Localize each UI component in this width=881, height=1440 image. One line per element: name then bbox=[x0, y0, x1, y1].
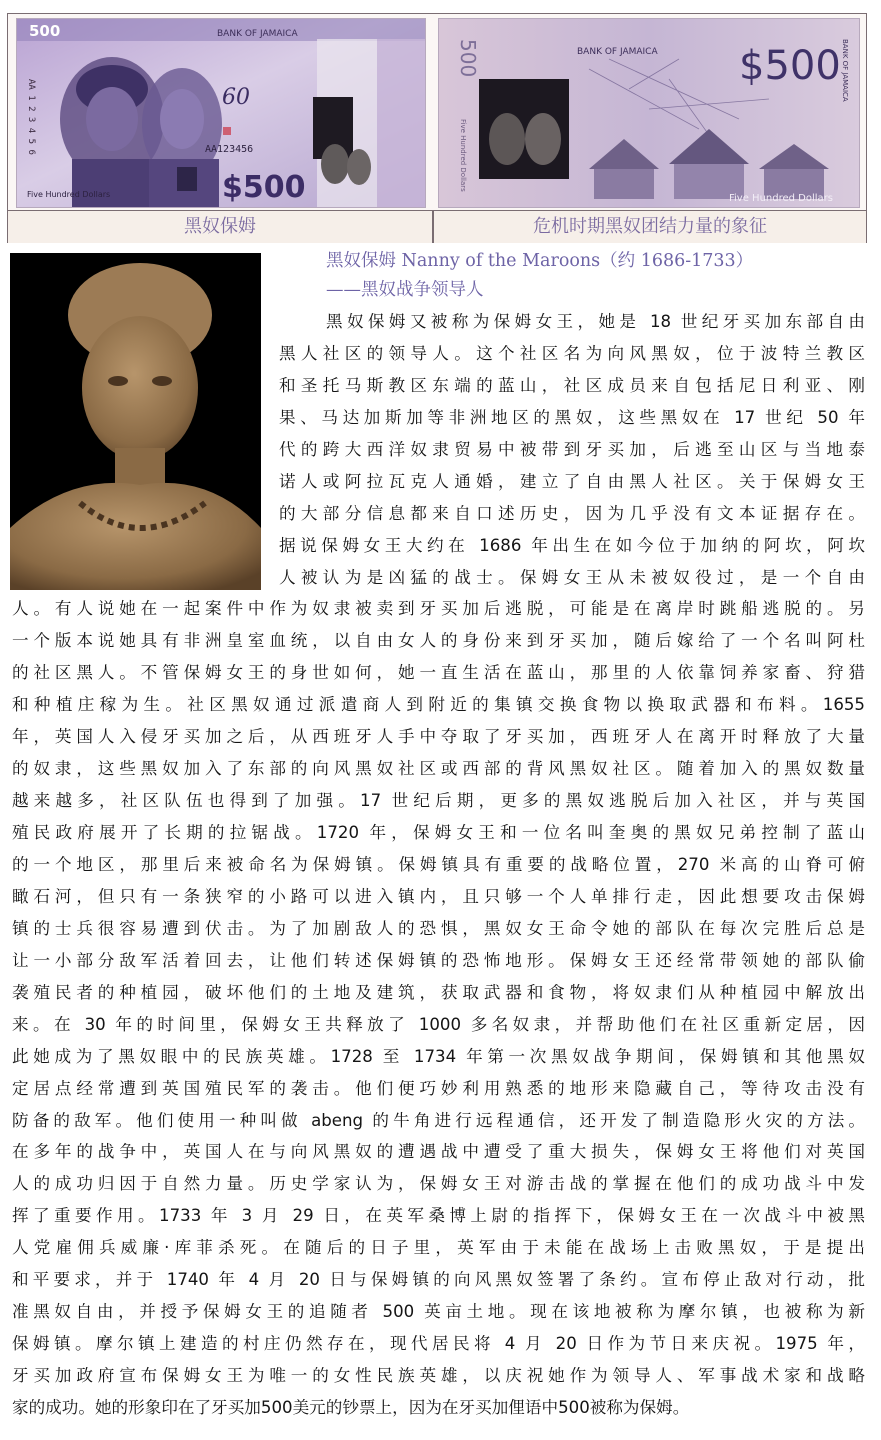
body-line: 镇的士兵很容易遭到伏击。为了加剧敌人的恐惧，黑奴女王命令她的部队在每次完胜后总是 bbox=[12, 919, 865, 938]
body-line: 防备的敌军。他们使用一种叫做 abeng 的牛角进行远程通信，还开发了制造隐形火灾的方法。 bbox=[12, 1111, 865, 1130]
back-vertical-bank: BANK OF JAMAICA bbox=[841, 39, 849, 102]
body-line: 一个版本说她具有非洲皇室血统，以自由女人的身份来到牙买加，随后嫁给了一个名叫阿杜 bbox=[12, 631, 865, 650]
body-line: 袭殖民者的种植园，破坏他们的土地及建筑，获取武器和食物，将奴隶们从种植园中解放出 bbox=[12, 983, 865, 1002]
body-line: 据说保姆女王大约在 1686 年出生在如今位于加纳的阿坎，阿坎 bbox=[279, 536, 865, 555]
body-line: 挥了重要作用。1733 年 3 月 29 日，在英军桑博上尉的指挥下，保姆女王在一次战斗中被黑 bbox=[12, 1206, 865, 1225]
body-line: 的奴隶，这些黑奴加入了东部的向风黑奴社区或西部的背风黑奴社区。随着加入的黑奴数量 bbox=[12, 759, 865, 778]
anniversary-mark: 60 bbox=[222, 85, 250, 110]
body-line: 和种植庄稼为生。社区黑奴通过派遣商人到附近的集镇交换食物以换取武器和布料。1655 bbox=[12, 695, 865, 714]
front-serial: AA123456 bbox=[205, 144, 254, 155]
body-line: 和平要求，并于 1740 年 4 月 20 日与保姆镇的向风黑奴签署了条约。宣布停止敌对行动，批 bbox=[12, 1270, 865, 1289]
body-line: 定居点经常遭到英国殖民军的袭击。他们便巧妙利用熟悉的地形来隐藏自己，等待攻击没有 bbox=[12, 1079, 865, 1098]
body-line: 人被认为是凶猛的战士。保姆女王从未被奴役过，是一个自由 bbox=[279, 568, 865, 587]
back-vertical-words: Five Hundred Dollars bbox=[459, 119, 467, 192]
body-line: 保姆镇。摩尔镇上建造的村庄仍然存在，现代居民将 4 月 20 日作为节日来庆祝。1975 年， bbox=[12, 1334, 865, 1353]
body-line: 的社区黑人。不管保姆女王的身世如何，她一直生活在蓝山，那里的人依靠饲养家畜、狩猎 bbox=[12, 663, 865, 682]
body-line: 人党雇佣兵威廉·库菲杀死。在随后的日子里，英军由于未能在战场上击败黑奴，于是提出 bbox=[12, 1238, 865, 1257]
body-line: 黑人社区的领导人。这个社区名为向风黑奴，位于波特兰教区 bbox=[279, 344, 865, 363]
body-line: 的一个地区，那里后来被命名为保姆镇。保姆镇具有重要的战略位置，270 米高的山脊可俯 bbox=[12, 855, 865, 874]
back-words: Five Hundred Dollars bbox=[729, 193, 833, 204]
body-line: 越来越多，社区队伍也得到了加强。17 世纪后期，更多的黑奴逃脱后加入社区，并与英国 bbox=[12, 791, 865, 810]
body-line: 的大部分信息都来自口述历史，因为几乎没有文本证据存在。 bbox=[279, 504, 865, 523]
front-denomination-corner: 500 bbox=[29, 22, 61, 40]
body-line: 家的成功。她的形象印在了牙买加500美元的钞票上，因为在牙买加俚语中500被称为保姆。 bbox=[12, 1398, 690, 1417]
front-bank-name: BANK OF JAMAICA bbox=[217, 29, 298, 39]
front-words: Five Hundred Dollars bbox=[27, 190, 111, 199]
body-line: 来。在 30 年的时间里，保姆女王共释放了 1000 多名奴隶，并帮助他们在社区重新定居，因 bbox=[12, 1015, 865, 1034]
body-line: 诺人或阿拉瓦克人通婚，建立了自由黑人社区。关于保姆女王 bbox=[279, 472, 865, 491]
back-caption: 危机时期黑奴团结力量的象征 bbox=[533, 216, 767, 237]
article-subtitle: ——黑奴战争领导人 bbox=[326, 280, 484, 300]
body-line: 让一小部分敌军活着回去，让他们转述保姆镇的恐怖地形。保姆女王还经常带领她的部队偷 bbox=[12, 951, 865, 970]
body-line: 年，英国人入侵牙买加之后，从西班牙人手中夺取了牙买加，西班牙人在离开时释放了大量 bbox=[12, 727, 865, 746]
body-line: 人。有人说她在一起案件中作为奴隶被卖到牙买加后逃脱，可能是在离岸时跳船逃脱的。另 bbox=[12, 599, 865, 618]
body-line: 和圣托马斯教区东端的蓝山，社区成员来自包括尼日利亚、刚 bbox=[279, 376, 865, 395]
body-line: 牙买加政府宣布保姆女王为唯一的女性民族英雄，以庆祝她作为领导人、军事战术家和战略 bbox=[12, 1366, 865, 1385]
front-caption: 黑奴保姆 bbox=[184, 216, 256, 237]
body-line: 果、马达加斯加等非洲地区的黑奴，这些黑奴在 17 世纪 50 年 bbox=[279, 408, 865, 427]
body-line: 殖民政府展开了长期的拉锯战。1720 年，保姆女王和一位名叫奎奥的黑奴兄弟控制了蓝山 bbox=[12, 823, 865, 842]
back-large-denomination: $500 bbox=[739, 43, 841, 89]
article-title: 黑奴保姆 Nanny of the Maroons（约 1686-1733） bbox=[326, 251, 754, 271]
body-line: 此她成为了黑奴眼中的民族英雄。1728 至 1734 年第一次黑奴战争期间，保姆镇和其他黑奴 bbox=[12, 1047, 865, 1066]
back-bank-name: BANK OF JAMAICA bbox=[577, 47, 658, 57]
body-line: 瞰石河，但只有一条狭窄的小路可以进入镇内，且只够一个人单排行走，因此想要攻击保姆 bbox=[12, 887, 865, 906]
body-line: 准黑奴自由，并授予保姆女王的追随者 500 英亩土地。现在该地被称为摩尔镇，也被称为新 bbox=[12, 1302, 865, 1321]
body-line: 在多年的战争中，英国人在与向风黑奴的遭遇战中遭受了重大损失，保姆女王将他们对英国 bbox=[12, 1142, 865, 1161]
back-vertical-denomination: 500 bbox=[456, 39, 480, 78]
body-line: 人的成功归因于自然力量。历史学家认为，保姆女王对游击战的掌握在他们的成功战斗中发 bbox=[12, 1174, 865, 1193]
body-line: 黑奴保姆又被称为保姆女王，她是 18 世纪牙买加东部自由 bbox=[326, 312, 865, 331]
front-large-denomination: $500 bbox=[222, 170, 306, 205]
front-vertical-serial: AA 1 2 3 4 5 6 bbox=[26, 79, 36, 155]
body-line: 代的跨大西洋奴隶贸易中被带到牙买加，后逃至山区与当地泰 bbox=[279, 440, 865, 459]
